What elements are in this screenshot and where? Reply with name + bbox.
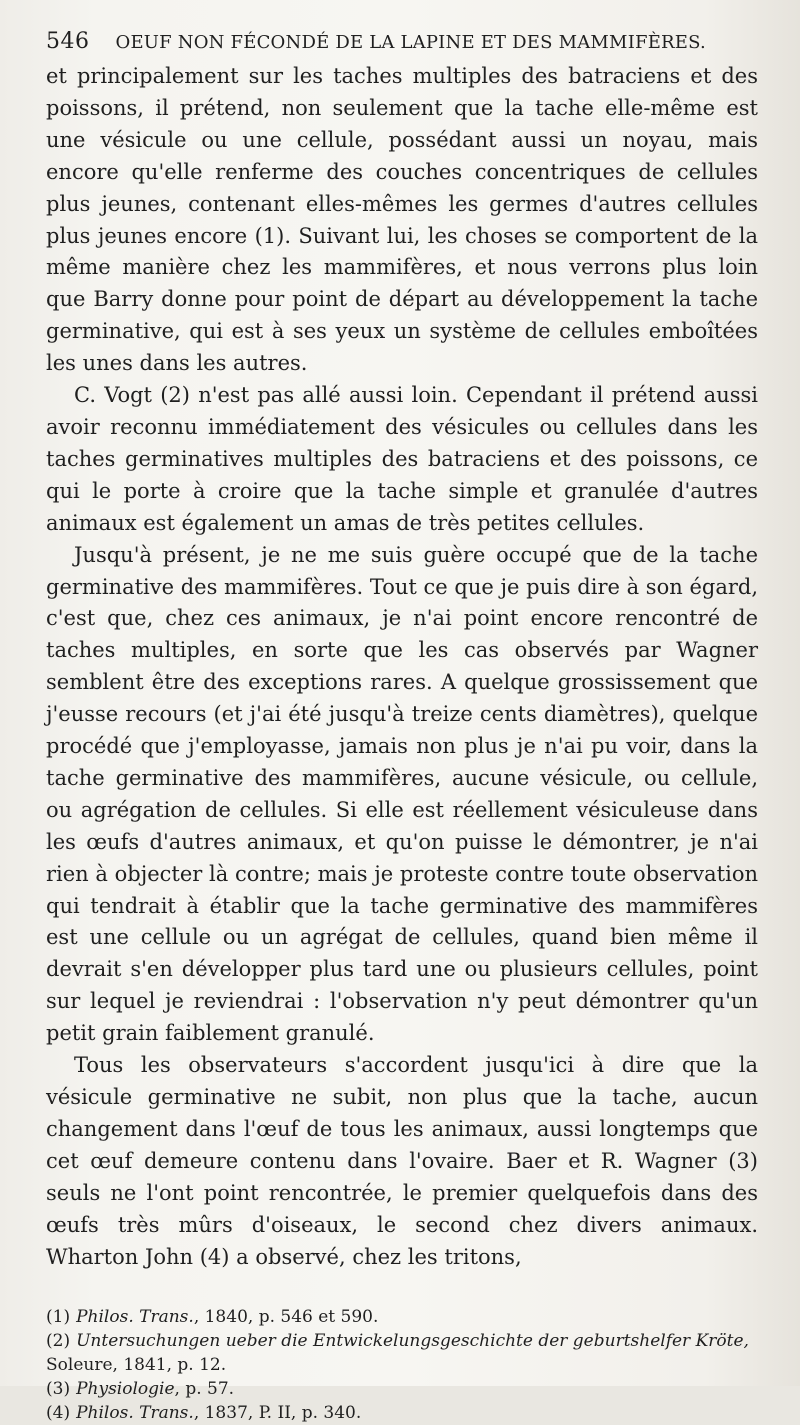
footnote-mark: (4) xyxy=(46,1403,71,1424)
footnote-3 xyxy=(46,1377,758,1401)
footnote-mark: (1) xyxy=(46,1307,71,1328)
footnote-details: Soleure, 1841, p. 12. xyxy=(46,1355,227,1376)
paragraph-vogt: C. Vogt (2) n'est pas allé aussi loin. Cependant il prétend aussi avoir reconnu immédiatement des vésicules ou cellules dans les taches germinatives multiples des batraciens et des poissons, ce qui le porte à croire que la tache simple et granulée d'autres animaux est également un amas de très petites cellules. xyxy=(46,383,758,535)
paragraph-continuation: et principalement sur les taches multiples des batraciens et des poissons, il prétend, non seulement que la tache elle-même est une vésicule ou une cellule, possédant aussi un noyau, mais encore qu'elle renferme des couches concentriques de cellules plus jeunes, contenant elles-mêmes les germes d'autres cellules plus jeunes encore (1). Suivant lui, les choses se comportent de la même manière chez les mammifères, et nous verrons plus loin que Barry donne pour point de départ au développement la tache germinative, qui est à ses yeux un système de cellules emboîtées les unes dans les autres. xyxy=(46,64,758,376)
footnote-mark: (2) xyxy=(46,1331,71,1352)
footnote-2 xyxy=(46,1329,758,1377)
footnote-4 xyxy=(46,1401,758,1425)
main-text xyxy=(46,61,758,1273)
footnote-title: Untersuchungen ueber die Entwickelungsgeschichte der geburtshelfer Kröte, xyxy=(76,1331,749,1352)
footnote-details: , 1837, P. II, p. 340. xyxy=(193,1403,362,1424)
footnote-title: Physiologie xyxy=(76,1379,175,1400)
footnote-details: , 1840, p. 546 et 590. xyxy=(193,1307,379,1328)
running-head xyxy=(46,30,758,55)
running-title: OEUF NON FÉCONDÉ DE LA LAPINE ET DES MAMMIFÈRES. xyxy=(115,32,706,53)
footnotes xyxy=(46,1305,758,1425)
footnote-details: , p. 57. xyxy=(174,1379,235,1400)
footnote-mark: (3) xyxy=(46,1379,71,1400)
footnote-title: Philos. Trans. xyxy=(76,1307,194,1328)
footnote-1 xyxy=(46,1305,758,1329)
paragraph-germinal-vesicle: Tous les observateurs s'accordent jusqu'ici à dire que la vésicule germinative ne subit, non plus que la tache, aucun changement dans l'œuf de tous les animaux, aussi longtemps que cet œuf demeure contenu dans l'ovaire. Baer et R. Wagner (3) seuls ne l'ont point rencontrée, le premier quelquefois dans des œufs très mûrs d'oiseaux, le second chez divers animaux. Wharton John (4) a observé, chez les tritons, xyxy=(46,1053,758,1269)
page-number: 546 xyxy=(46,29,90,54)
paragraph-present-observations: Jusqu'à présent, je ne me suis guère occupé que de la tache germinative des mammifères. Tout ce que je puis dire à son égard, c'est que, chez ces animaux, je n'ai point encore rencontré de taches multiples, en sorte que les cas observés par Wagner semblent être des exceptions rares. A quelque grossissement que j'eusse recours (et j'ai été jusqu'à treize cents diamètres), quelque procédé que j'employasse, jamais non plus je n'ai pu voir, dans la tache germinative des mammifères, aucune vésicule, ou cellule, ou agrégation de cellules. Si elle est réellement vésiculeuse dans les œufs d'autres animaux, et qu'on puisse le démontrer, je n'ai rien à objecter là contre; mais je proteste contre toute observation qui tendrait à établir que la tache germinative des mammifères est une cellule ou un agrégat de cellules, quand bien même il devrait s'en développer plus tard une ou plusieurs cellules, point sur lequel je reviendrai : l'observation n'y peut démontrer qu'un petit grain faiblement granulé. xyxy=(46,542,758,1046)
footnote-title: Philos. Trans. xyxy=(76,1403,194,1424)
